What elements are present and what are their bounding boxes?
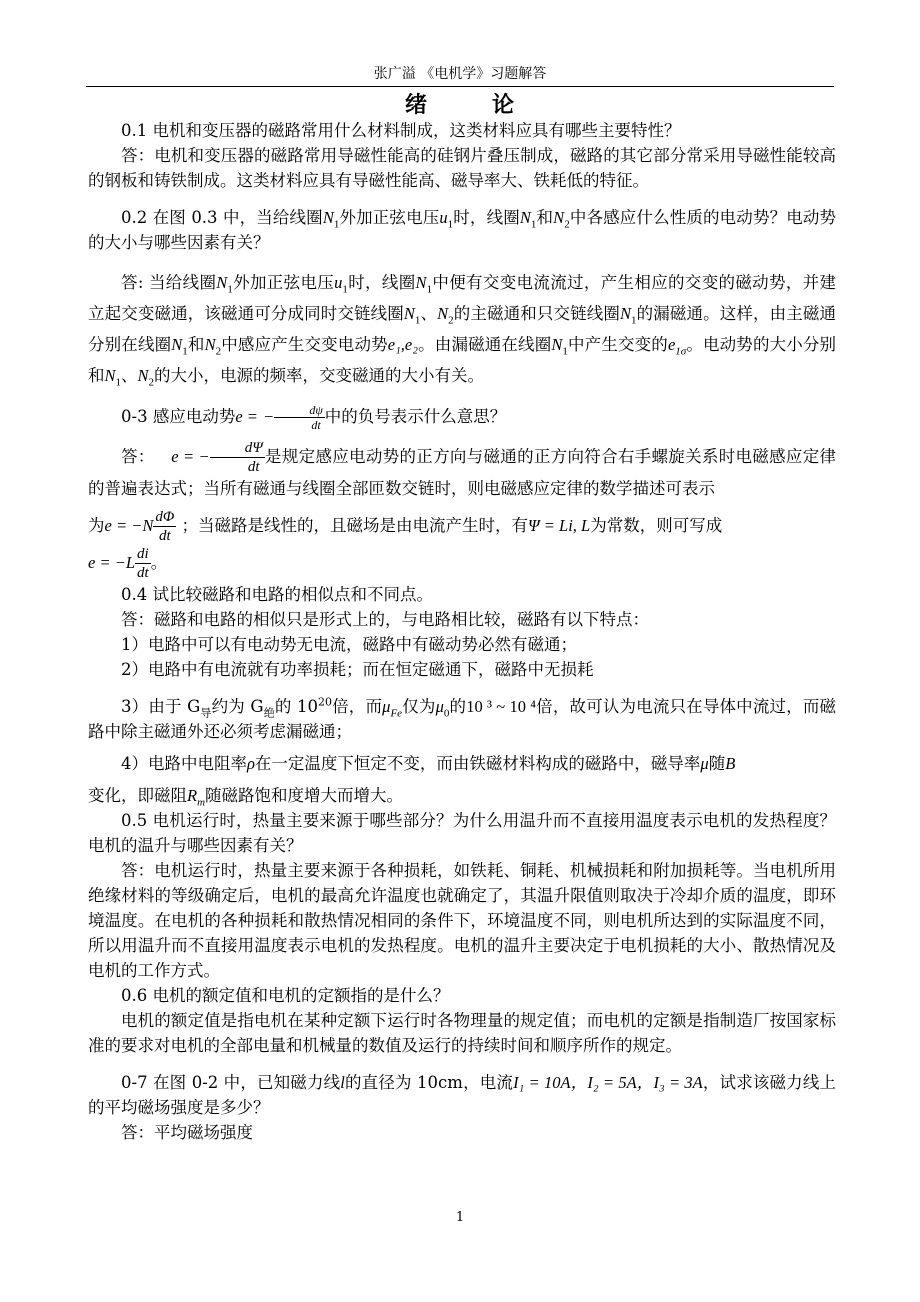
answer-0-4-item-1: 1）电路中可以有电动势无电流，磁路中有磁动势必然有磁通； [121, 635, 577, 654]
question-0-6: 0.6 电机的额定值和电机的定额指的是什么？ [121, 986, 450, 1005]
chapter-title [0, 90, 920, 120]
answer-0-4: 答：磁路和电路的相似只是形式上的，与电路相比较，磁路有以下特点： [121, 610, 649, 629]
header-rule [86, 86, 834, 87]
answer-0-6: 电机的额定值是指电机在某种定额下运行时各物理量的规定值；而电机的定额是指制造厂按国家标准的要求对电机的全部电量和机械量的数值及运行的持续时间和顺序所作的规定。 [88, 1011, 836, 1055]
answer-0-3-end: e = −L $\frac{di}{dt}$ 。 [88, 546, 168, 581]
chapter-title-right: 论 [492, 92, 516, 118]
answer-0-1: 答：电机和变压器的磁路常用导磁性能高的硅钢片叠压制成，磁路的其它部分常采用导磁性能较高的钢板和铸铁制成。这类材料应具有导磁性能高、磁导率大、铁耗低的特征。 [88, 146, 836, 190]
answer-0-7: 答：平均磁场强度 [121, 1123, 253, 1142]
question-0-1: 0.1 电机和变压器的磁路常用什么材料制成，这类材料应具有哪些主要特性？ [121, 121, 681, 140]
answer-0-4-item-4: 4）电路中电阻率ρ在一定温度下恒定不变，而由铁磁材料构成的磁路中，磁导率μ随B [121, 754, 736, 773]
question-0-4: 0.4 试比较磁路和电路的相似点和不同点。 [121, 585, 433, 604]
question-0-7: 0-7 在图 0-2 中，已知磁力线l的直径为 10cm，电流I₁ = 10A，I₂ = 5A，I₃ = 3A，试求该磁力线上的平均磁场强度是多少？ [88, 1073, 836, 1117]
answer-0-4-item-3: 3）由于 $G_导$约为 $G_绝$的 $10^{20}$倍，而$\mu_{Fe}$仅为$\mu_0$的10 ³ ~ 10 ⁴倍，故可认为电流只在导体中流过，而磁路中除主磁通外还必须考虑漏磁通； [88, 695, 837, 741]
formula-dPhi-dt: $\frac{d\Phi}{dt}$ [155, 509, 175, 544]
answer-0-3: 答： e = − $\frac{d\Psi}{dt}$ 是规定感应电动势的正方向与磁通的正方向符合右手螺旋关系时电磁感应定律的普遍表达式；当所有磁通与线圈全部匝数交链时，则电磁感应定律的数学描述可表示 [88, 440, 836, 498]
running-header: 张广溢 《电机学》习题解答 [373, 66, 547, 82]
formula-dPsi-dt: $\frac{d\Psi}{dt}$ [210, 439, 265, 476]
answer-0-5: 答：电机运行时，热量主要来源于各种损耗，如铁耗、铜耗、机械损耗和附加损耗等。当电机所用绝缘材料的等级确定后，电机的最高允许温度也就确定了，其温升限值则取决于冷却介质的温度，即环境温度。在电机的各种损耗和散热情况相同的条件下，环境温度不同，则电机所达到的实际温度不同，所以用温升而不直接用温度表示电机的发热程度。电机的温升主要决定于电机损耗的大小、散热情况及电机的工作方式。 [88, 861, 836, 980]
answer-0-4-item-4-cont: 变化，即磁阻$R_m$随磁路饱和度增大而增大。 [88, 786, 404, 809]
answer-0-3-cont: 为e = −N $\frac{d\Phi}{dt}$ ；当磁路是线性的，且磁场是由电流产生时，有Ψ = Li, L为常数，则可写成 [88, 509, 723, 544]
page-number: 1 [455, 1210, 465, 1225]
chapter-title-left: 绪 [404, 92, 428, 118]
answer-0-4-item-2: 2）电路中有电流就有功率损耗；而在恒定磁通下，磁路中无损耗 [121, 660, 594, 679]
answer-0-2: 答: 当给线圈$N_1$外加正弦电压$u_1$时，线圈$N_1$中便有交变电流流过，产生相应的交变的磁动势，并建立起交变磁通，该磁通可分成同时交链线圈$N_1$、$N_2$的主磁通和只交链线圈$N_1$的漏磁通。这样，由主磁通分别在线圈$N_1$和$N_2$中感应产生交变电动势e₁,e₂。由漏磁通在线圈$N_1$中产生交变的$e_{1\sigma}$。电动势的大小分别和$N_1$、$N_2$的大小，电源的频率，交变磁通的大小有关。 [88, 273, 837, 389]
question-0-5: 0.5 电机运行时，热量主要来源于哪些部分？为什么用温升而不直接用温度表示电机的发热程度？电机的温升与哪些因素有关？ [88, 811, 836, 855]
formula-dpsi-dt: $\frac{d\psi}{dt}$ [274, 403, 324, 432]
question-0-2: 0.2 在图 0.3 中，当给线圈$N_1$外加正弦电压$u_1$时，线圈$N_1$和$N_2$中各感应什么性质的电动势？电动势的大小与哪些因素有关？ [88, 208, 837, 252]
formula-di-dt: $\frac{di}{dt}$ [137, 546, 149, 581]
question-0-3: 0-3 感应电动势e = − $\frac{d\psi}{dt}$ 中的负号表示什么意思？ [121, 403, 507, 432]
document-body [88, 118, 836, 1145]
